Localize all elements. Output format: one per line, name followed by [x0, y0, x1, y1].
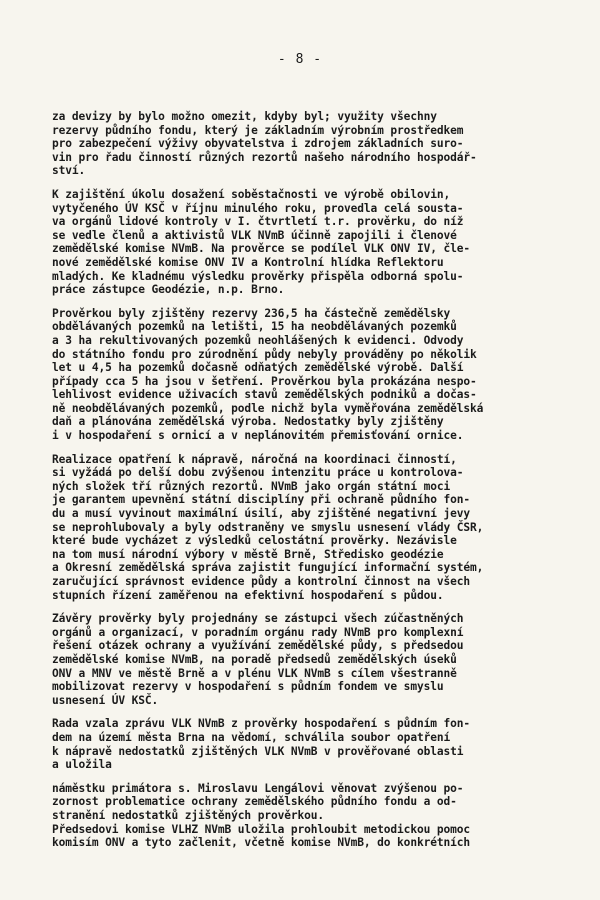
paragraph	[52, 782, 572, 850]
text-line: va orgánů lidové kontroly v I. čtvrtletí t.r. prověrku, do níž	[52, 215, 464, 229]
text-line: Prověrkou byly zjištěny rezervy 236,5 ha částečně zemědělsky	[52, 306, 451, 320]
text-line: stranění nedostatků zjištěných prověrkou.	[52, 808, 325, 822]
text-line: daň a plánována zemědělská výroba. Nedostatky byly zjištěny	[52, 415, 444, 429]
text-line: zemědělské komise NVmB. Na prověrce se podílel VLK ONV IV, čle-	[52, 242, 471, 256]
text-line: do státního fondu pro zúrodnění půdy nebyly prováděny po několik	[52, 347, 477, 361]
text-line: práce zástupce Geodézie, n.p. Brno.	[52, 283, 285, 297]
text-line: ství.	[52, 164, 86, 178]
text-line: obdělávaných pozemků na letišti, 15 ha neobdělávaných pozemků	[52, 320, 457, 334]
text-line: zornost problematice ochrany zemědělského půdního fondu a od-	[52, 795, 457, 809]
paragraph	[52, 612, 572, 707]
text-line: a 3 ha rekultivovaných pozemků neohlášených k evidenci. Odvody	[52, 333, 464, 347]
text-line: usnesení ÚV KSČ.	[52, 693, 159, 707]
text-line: vytyčeného ÚV KSČ v říjnu minulého roku, provedla celá sousta-	[52, 201, 464, 215]
text-line: ných složek tří různých rezortů. NVmB jako orgán státní moci	[52, 479, 451, 493]
text-line: K zajištění úkolu dosažení soběstačnosti ve výrobě obilovin,	[52, 187, 451, 201]
paragraph	[52, 453, 572, 603]
text-line: orgánů a organizací, v poradním orgánu rady NVmB pro komplexní	[52, 625, 464, 639]
text-line: du a musí vyvinout maximální úsilí, aby zjištěné negativní jevy	[52, 507, 471, 521]
text-line: Realizace opatření k nápravě, náročná na koordinaci činností,	[52, 452, 457, 466]
document-body	[52, 110, 572, 860]
text-line: se neprohlubovaly a byly odstraněny ve smyslu usnesení vlády ČSR,	[52, 520, 484, 534]
text-line: i v hospodaření s ornicí a v neplánovitém přemisťování ornice.	[52, 429, 464, 443]
text-line: rezervy půdního fondu, který je základním výrobním prostředkem	[52, 123, 464, 137]
text-line: Závěry prověrky byly projednány se zástupci všech zúčastněných	[52, 612, 464, 626]
text-line: ně neobdělávaných pozemků, podle nichž byla vyměřována zemědělská	[52, 401, 484, 415]
paragraph	[52, 110, 572, 178]
text-line: mladých. Ke kladnému výsledku prověrky přispěla odborná spolu-	[52, 269, 464, 283]
text-line: Předsedovi komise VLHZ NVmB uložila prohloubit metodickou pomoc	[52, 822, 471, 836]
text-line: let u 4,5 ha pozemků dočasně odňatých zemědělské výrobě. Další	[52, 361, 464, 375]
paragraph	[52, 717, 572, 771]
page-number: - 8 -	[277, 52, 323, 67]
text-line: případy cca 5 ha jsou v šetření. Prověrkou byla prokázána nespo-	[52, 374, 477, 388]
paragraph	[52, 188, 572, 297]
paragraph	[52, 307, 572, 443]
text-line: na tom musí národní výbory v městě Brně, Středisko geodézie	[52, 547, 444, 561]
text-line: náměstku primátora s. Miroslavu Lengálovi věnovat zvýšenou po-	[52, 781, 464, 795]
text-line: pro zabezpečení výživy obyvatelstva i zdrojem základních suro-	[52, 137, 464, 151]
text-line: komisím ONV a tyto začlenit, včetně komise NVmB, do konkrétních	[52, 836, 471, 850]
text-line: k nápravě nedostatků zjištěných VLK NVmB v prověřované oblasti	[52, 744, 464, 758]
text-line: zemědělské komise NVmB, na poradě předsedů zemědělských úseků	[52, 652, 457, 666]
text-line: a uložila	[52, 758, 112, 772]
text-line: Rada vzala zprávu VLK NVmB z prověrky hospodaření s půdním fon-	[52, 717, 471, 731]
text-line: řešení otázek ochrany a využívání zemědělské půdy, s předsedou	[52, 639, 464, 653]
text-line: nové zemědělské komise ONV IV a Kontrolní hlídka Reflektoru	[52, 255, 444, 269]
text-line: za devizy by bylo možno omezit, kdyby byl; využity všechny	[52, 110, 437, 123]
text-line: si vyžádá po delší dobu zvýšenou intenzitu práce u kontrolova-	[52, 466, 464, 480]
text-line: zaručující správnost evidence půdy a kontrolní činnost na všech	[52, 575, 471, 588]
text-line: které bude vycházet z výsledků celostátní prověrky. Nezávisle	[52, 534, 457, 548]
text-line: ONV a MNV ve městě Brně a v plénu VLK NVmB s cílem všestranně	[52, 666, 457, 680]
text-line: vin pro řadu činností různých rezortů našeho národního hospodář-	[52, 150, 477, 164]
text-line: lehlivost evidence uživacích stavů zemědělských podniků a dočas-	[52, 388, 477, 402]
text-line: stupních řízení zaměřenou na efektivní hospodaření s půdou.	[52, 588, 444, 602]
text-line: mobilizovat rezervy v hospodaření s půdním fondem ve smyslu	[52, 680, 444, 694]
text-line: a Okresní zemědělská správa zajistit fungující informační systém,	[52, 561, 484, 575]
text-line: se vedle členů a aktivistů VLK NVmB účinně zapojili i členové	[52, 228, 457, 242]
text-line: je garantem upevnění státní disciplíny při ochraně půdního fon-	[52, 493, 471, 507]
text-line: dem na území města Brna na vědomí, schválila soubor opatření	[52, 730, 451, 744]
